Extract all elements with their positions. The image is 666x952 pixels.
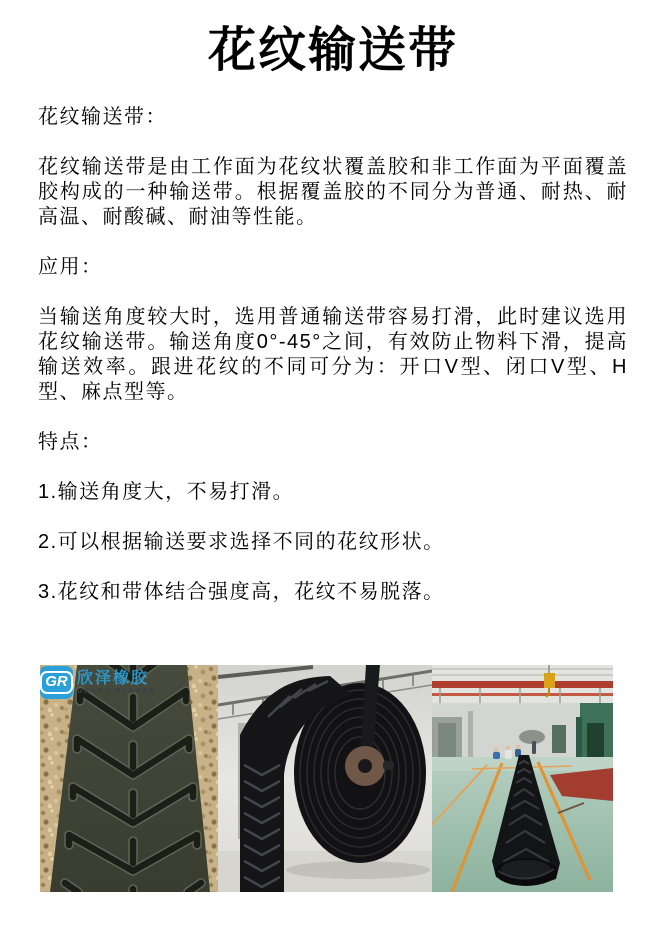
brand-name-english: GRAND RUBBER xyxy=(77,687,157,695)
brand-name-chinese: 欣泽橡胶 xyxy=(77,669,150,687)
brand-logo xyxy=(40,666,156,699)
brand-logo-text xyxy=(77,670,156,696)
application-label: 应用： xyxy=(38,256,103,278)
product-page xyxy=(0,22,666,952)
features-label: 特点： xyxy=(38,431,103,453)
factory-floor-illustration xyxy=(432,665,613,892)
photo-belt-factory-floor xyxy=(432,665,613,892)
photo-belt-roll xyxy=(218,665,432,892)
belt-roll-illustration xyxy=(218,665,432,892)
feature-item-2: 2.可以根据输送要求选择不同的花纹形状。 xyxy=(38,531,445,553)
gr-monogram: GR xyxy=(40,671,73,694)
page-title: 花纹输送带 xyxy=(207,24,458,77)
feature-item-3: 3.花纹和带体结合强度高，花纹不易脱落。 xyxy=(38,581,445,603)
image-gallery xyxy=(40,665,613,892)
crane-beam xyxy=(432,681,613,688)
gr-logo-icon xyxy=(40,666,73,699)
application-paragraph: 当输送角度较大时，选用普通输送带容易打滑，此时建议选用花纹输送带。输送角度0°-45°之间，有效防止物料下滑，提高输送效率。跟进花纹的不同可分为：开口V型、闭口V型、H型、麻点型等。 xyxy=(38,306,628,403)
intro-paragraph: 花纹输送带是由工作面为花纹状覆盖胶和非工作面为平面覆盖胶构成的一种输送带。根据覆盖胶的不同分为普通、耐热、耐高温、耐酸碱、耐油等性能。 xyxy=(38,156,628,228)
feature-item-1: 1.输送角度大，不易打滑。 xyxy=(38,481,295,503)
article-body xyxy=(0,105,666,605)
coil-shadow xyxy=(286,861,430,879)
intro-label: 花纹输送带： xyxy=(38,106,167,128)
photo-chevron-belt-on-gravel xyxy=(40,665,218,892)
belt-on-gravel-illustration xyxy=(40,665,218,892)
